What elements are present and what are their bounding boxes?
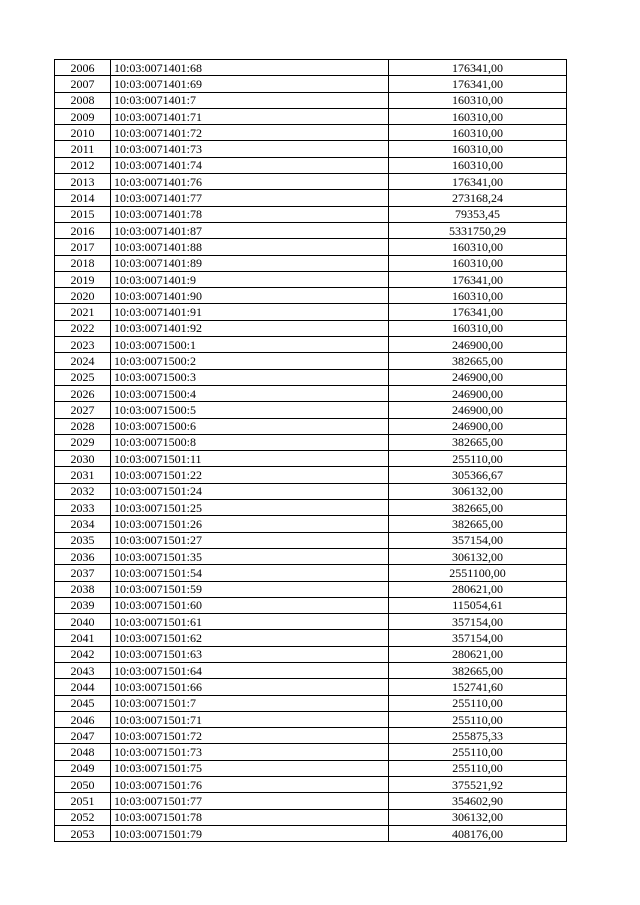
table-row xyxy=(55,434,567,450)
table-row xyxy=(55,565,567,581)
row-number-cell: 2051 xyxy=(55,793,111,809)
cadastral-value-cell: 176341,00 xyxy=(389,271,567,287)
cadastral-number-cell: 10:03:0071401:69 xyxy=(111,76,389,92)
row-number-cell: 2053 xyxy=(55,825,111,841)
cadastral-value-cell: 115054,61 xyxy=(389,597,567,613)
cadastral-value-cell: 306132,00 xyxy=(389,548,567,564)
cadastral-number-cell: 10:03:0071401:72 xyxy=(111,125,389,141)
row-number-cell: 2039 xyxy=(55,597,111,613)
cadastral-number-cell: 10:03:0071401:90 xyxy=(111,288,389,304)
table-row xyxy=(55,809,567,825)
row-number-cell: 2012 xyxy=(55,157,111,173)
row-number-cell: 2045 xyxy=(55,695,111,711)
cadastral-value-cell: 357154,00 xyxy=(389,614,567,630)
cadastral-number-cell: 10:03:0071501:24 xyxy=(111,483,389,499)
table-row xyxy=(55,157,567,173)
cadastral-number-cell: 10:03:0071401:68 xyxy=(111,60,389,76)
row-number-cell: 2016 xyxy=(55,222,111,238)
table-row xyxy=(55,451,567,467)
table-row xyxy=(55,255,567,271)
table-row xyxy=(55,679,567,695)
row-number-cell: 2028 xyxy=(55,418,111,434)
row-number-cell: 2021 xyxy=(55,304,111,320)
row-number-cell: 2040 xyxy=(55,614,111,630)
table-body xyxy=(55,60,567,842)
table-row xyxy=(55,239,567,255)
cadastral-value-cell: 246900,00 xyxy=(389,402,567,418)
cadastral-value-table xyxy=(54,59,567,842)
cadastral-number-cell: 10:03:0071401:89 xyxy=(111,255,389,271)
cadastral-number-cell: 10:03:0071501:78 xyxy=(111,809,389,825)
table-row xyxy=(55,630,567,646)
row-number-cell: 2034 xyxy=(55,516,111,532)
cadastral-number-cell: 10:03:0071501:11 xyxy=(111,451,389,467)
row-number-cell: 2019 xyxy=(55,271,111,287)
table-row xyxy=(55,174,567,190)
cadastral-number-cell: 10:03:0071501:63 xyxy=(111,646,389,662)
cadastral-value-cell: 382665,00 xyxy=(389,353,567,369)
row-number-cell: 2035 xyxy=(55,532,111,548)
table-row xyxy=(55,825,567,841)
cadastral-value-cell: 255110,00 xyxy=(389,711,567,727)
cadastral-value-cell: 160310,00 xyxy=(389,157,567,173)
table-row xyxy=(55,500,567,516)
table-row xyxy=(55,141,567,157)
cadastral-number-cell: 10:03:0071401:7 xyxy=(111,92,389,108)
row-number-cell: 2036 xyxy=(55,548,111,564)
table-row xyxy=(55,744,567,760)
table-row xyxy=(55,353,567,369)
row-number-cell: 2015 xyxy=(55,206,111,222)
table-row xyxy=(55,662,567,678)
cadastral-number-cell: 10:03:0071501:79 xyxy=(111,825,389,841)
row-number-cell: 2011 xyxy=(55,141,111,157)
cadastral-value-cell: 246900,00 xyxy=(389,337,567,353)
cadastral-value-cell: 280621,00 xyxy=(389,646,567,662)
row-number-cell: 2046 xyxy=(55,711,111,727)
table-row xyxy=(55,369,567,385)
row-number-cell: 2023 xyxy=(55,337,111,353)
cadastral-value-cell: 382665,00 xyxy=(389,500,567,516)
cadastral-value-cell: 152741,60 xyxy=(389,679,567,695)
cadastral-value-cell: 280621,00 xyxy=(389,581,567,597)
table-row xyxy=(55,711,567,727)
cadastral-value-cell: 375521,92 xyxy=(389,777,567,793)
cadastral-number-cell: 10:03:0071500:5 xyxy=(111,402,389,418)
table-row xyxy=(55,304,567,320)
table-row xyxy=(55,548,567,564)
table-row xyxy=(55,271,567,287)
cadastral-number-cell: 10:03:0071501:27 xyxy=(111,532,389,548)
cadastral-number-cell: 10:03:0071501:73 xyxy=(111,744,389,760)
row-number-cell: 2047 xyxy=(55,728,111,744)
table-row xyxy=(55,597,567,613)
cadastral-value-cell: 160310,00 xyxy=(389,108,567,124)
table-row xyxy=(55,385,567,401)
row-number-cell: 2020 xyxy=(55,288,111,304)
table-row xyxy=(55,467,567,483)
cadastral-number-cell: 10:03:0071501:59 xyxy=(111,581,389,597)
row-number-cell: 2052 xyxy=(55,809,111,825)
row-number-cell: 2029 xyxy=(55,434,111,450)
table-row xyxy=(55,418,567,434)
cadastral-value-cell: 246900,00 xyxy=(389,418,567,434)
table-row xyxy=(55,108,567,124)
table-row xyxy=(55,337,567,353)
row-number-cell: 2018 xyxy=(55,255,111,271)
cadastral-value-cell: 160310,00 xyxy=(389,239,567,255)
cadastral-number-cell: 10:03:0071401:87 xyxy=(111,222,389,238)
cadastral-value-cell: 255110,00 xyxy=(389,744,567,760)
cadastral-number-cell: 10:03:0071401:88 xyxy=(111,239,389,255)
cadastral-value-cell: 255110,00 xyxy=(389,760,567,776)
row-number-cell: 2042 xyxy=(55,646,111,662)
row-number-cell: 2037 xyxy=(55,565,111,581)
cadastral-value-cell: 273168,24 xyxy=(389,190,567,206)
cadastral-value-cell: 160310,00 xyxy=(389,255,567,271)
row-number-cell: 2027 xyxy=(55,402,111,418)
row-number-cell: 2050 xyxy=(55,777,111,793)
cadastral-value-cell: 306132,00 xyxy=(389,483,567,499)
row-number-cell: 2014 xyxy=(55,190,111,206)
cadastral-value-cell: 176341,00 xyxy=(389,174,567,190)
cadastral-value-cell: 382665,00 xyxy=(389,434,567,450)
table-row xyxy=(55,288,567,304)
cadastral-value-cell: 2551100,00 xyxy=(389,565,567,581)
table-row xyxy=(55,76,567,92)
row-number-cell: 2010 xyxy=(55,125,111,141)
cadastral-number-cell: 10:03:0071501:71 xyxy=(111,711,389,727)
cadastral-number-cell: 10:03:0071501:64 xyxy=(111,662,389,678)
row-number-cell: 2048 xyxy=(55,744,111,760)
cadastral-number-cell: 10:03:0071501:61 xyxy=(111,614,389,630)
cadastral-value-cell: 246900,00 xyxy=(389,369,567,385)
row-number-cell: 2026 xyxy=(55,385,111,401)
cadastral-value-cell: 160310,00 xyxy=(389,288,567,304)
row-number-cell: 2017 xyxy=(55,239,111,255)
cadastral-number-cell: 10:03:0071501:25 xyxy=(111,500,389,516)
cadastral-number-cell: 10:03:0071401:92 xyxy=(111,320,389,336)
row-number-cell: 2013 xyxy=(55,174,111,190)
cadastral-value-cell: 246900,00 xyxy=(389,385,567,401)
cadastral-number-cell: 10:03:0071401:77 xyxy=(111,190,389,206)
row-number-cell: 2022 xyxy=(55,320,111,336)
cadastral-number-cell: 10:03:0071501:26 xyxy=(111,516,389,532)
cadastral-number-cell: 10:03:0071401:71 xyxy=(111,108,389,124)
row-number-cell: 2044 xyxy=(55,679,111,695)
cadastral-number-cell: 10:03:0071501:66 xyxy=(111,679,389,695)
cadastral-value-cell: 305366,67 xyxy=(389,467,567,483)
cadastral-number-cell: 10:03:0071500:4 xyxy=(111,385,389,401)
cadastral-value-cell: 176341,00 xyxy=(389,60,567,76)
table-row xyxy=(55,222,567,238)
row-number-cell: 2030 xyxy=(55,451,111,467)
cadastral-number-cell: 10:03:0071501:35 xyxy=(111,548,389,564)
row-number-cell: 2025 xyxy=(55,369,111,385)
row-number-cell: 2031 xyxy=(55,467,111,483)
cadastral-number-cell: 10:03:0071501:7 xyxy=(111,695,389,711)
cadastral-value-cell: 354602,90 xyxy=(389,793,567,809)
row-number-cell: 2006 xyxy=(55,60,111,76)
row-number-cell: 2038 xyxy=(55,581,111,597)
cadastral-value-cell: 382665,00 xyxy=(389,662,567,678)
row-number-cell: 2007 xyxy=(55,76,111,92)
cadastral-number-cell: 10:03:0071500:6 xyxy=(111,418,389,434)
table-row xyxy=(55,60,567,76)
cadastral-value-cell: 176341,00 xyxy=(389,76,567,92)
cadastral-number-cell: 10:03:0071401:9 xyxy=(111,271,389,287)
cadastral-value-cell: 160310,00 xyxy=(389,92,567,108)
cadastral-value-cell: 408176,00 xyxy=(389,825,567,841)
cadastral-number-cell: 10:03:0071501:75 xyxy=(111,760,389,776)
cadastral-number-cell: 10:03:0071501:54 xyxy=(111,565,389,581)
table-row xyxy=(55,92,567,108)
table-row xyxy=(55,646,567,662)
table-row xyxy=(55,516,567,532)
table-row xyxy=(55,760,567,776)
row-number-cell: 2032 xyxy=(55,483,111,499)
row-number-cell: 2041 xyxy=(55,630,111,646)
cadastral-number-cell: 10:03:0071401:74 xyxy=(111,157,389,173)
row-number-cell: 2009 xyxy=(55,108,111,124)
cadastral-number-cell: 10:03:0071501:60 xyxy=(111,597,389,613)
cadastral-number-cell: 10:03:0071500:8 xyxy=(111,434,389,450)
cadastral-number-cell: 10:03:0071501:22 xyxy=(111,467,389,483)
table-row xyxy=(55,402,567,418)
table-row xyxy=(55,581,567,597)
cadastral-value-cell: 306132,00 xyxy=(389,809,567,825)
cadastral-value-cell: 382665,00 xyxy=(389,516,567,532)
cadastral-number-cell: 10:03:0071501:76 xyxy=(111,777,389,793)
cadastral-number-cell: 10:03:0071501:62 xyxy=(111,630,389,646)
cadastral-number-cell: 10:03:0071501:72 xyxy=(111,728,389,744)
row-number-cell: 2008 xyxy=(55,92,111,108)
cadastral-number-cell: 10:03:0071500:2 xyxy=(111,353,389,369)
cadastral-number-cell: 10:03:0071500:3 xyxy=(111,369,389,385)
cadastral-value-cell: 357154,00 xyxy=(389,532,567,548)
cadastral-value-cell: 255110,00 xyxy=(389,695,567,711)
table-row xyxy=(55,728,567,744)
table-row xyxy=(55,190,567,206)
cadastral-number-cell: 10:03:0071501:77 xyxy=(111,793,389,809)
cadastral-number-cell: 10:03:0071500:1 xyxy=(111,337,389,353)
cadastral-value-cell: 357154,00 xyxy=(389,630,567,646)
row-number-cell: 2049 xyxy=(55,760,111,776)
table-row xyxy=(55,320,567,336)
row-number-cell: 2024 xyxy=(55,353,111,369)
cadastral-value-cell: 79353,45 xyxy=(389,206,567,222)
table-row xyxy=(55,125,567,141)
cadastral-number-cell: 10:03:0071401:91 xyxy=(111,304,389,320)
cadastral-value-cell: 160310,00 xyxy=(389,141,567,157)
cadastral-value-cell: 160310,00 xyxy=(389,125,567,141)
cadastral-number-cell: 10:03:0071401:73 xyxy=(111,141,389,157)
row-number-cell: 2043 xyxy=(55,662,111,678)
cadastral-value-cell: 255110,00 xyxy=(389,451,567,467)
table-row xyxy=(55,614,567,630)
cadastral-number-cell: 10:03:0071401:78 xyxy=(111,206,389,222)
cadastral-number-cell: 10:03:0071401:76 xyxy=(111,174,389,190)
cadastral-value-cell: 255875,33 xyxy=(389,728,567,744)
table-row xyxy=(55,695,567,711)
table-row xyxy=(55,777,567,793)
table-row xyxy=(55,532,567,548)
cadastral-value-cell: 176341,00 xyxy=(389,304,567,320)
table-row xyxy=(55,793,567,809)
cadastral-value-cell: 5331750,29 xyxy=(389,222,567,238)
cadastral-value-cell: 160310,00 xyxy=(389,320,567,336)
table-row xyxy=(55,206,567,222)
row-number-cell: 2033 xyxy=(55,500,111,516)
table-row xyxy=(55,483,567,499)
